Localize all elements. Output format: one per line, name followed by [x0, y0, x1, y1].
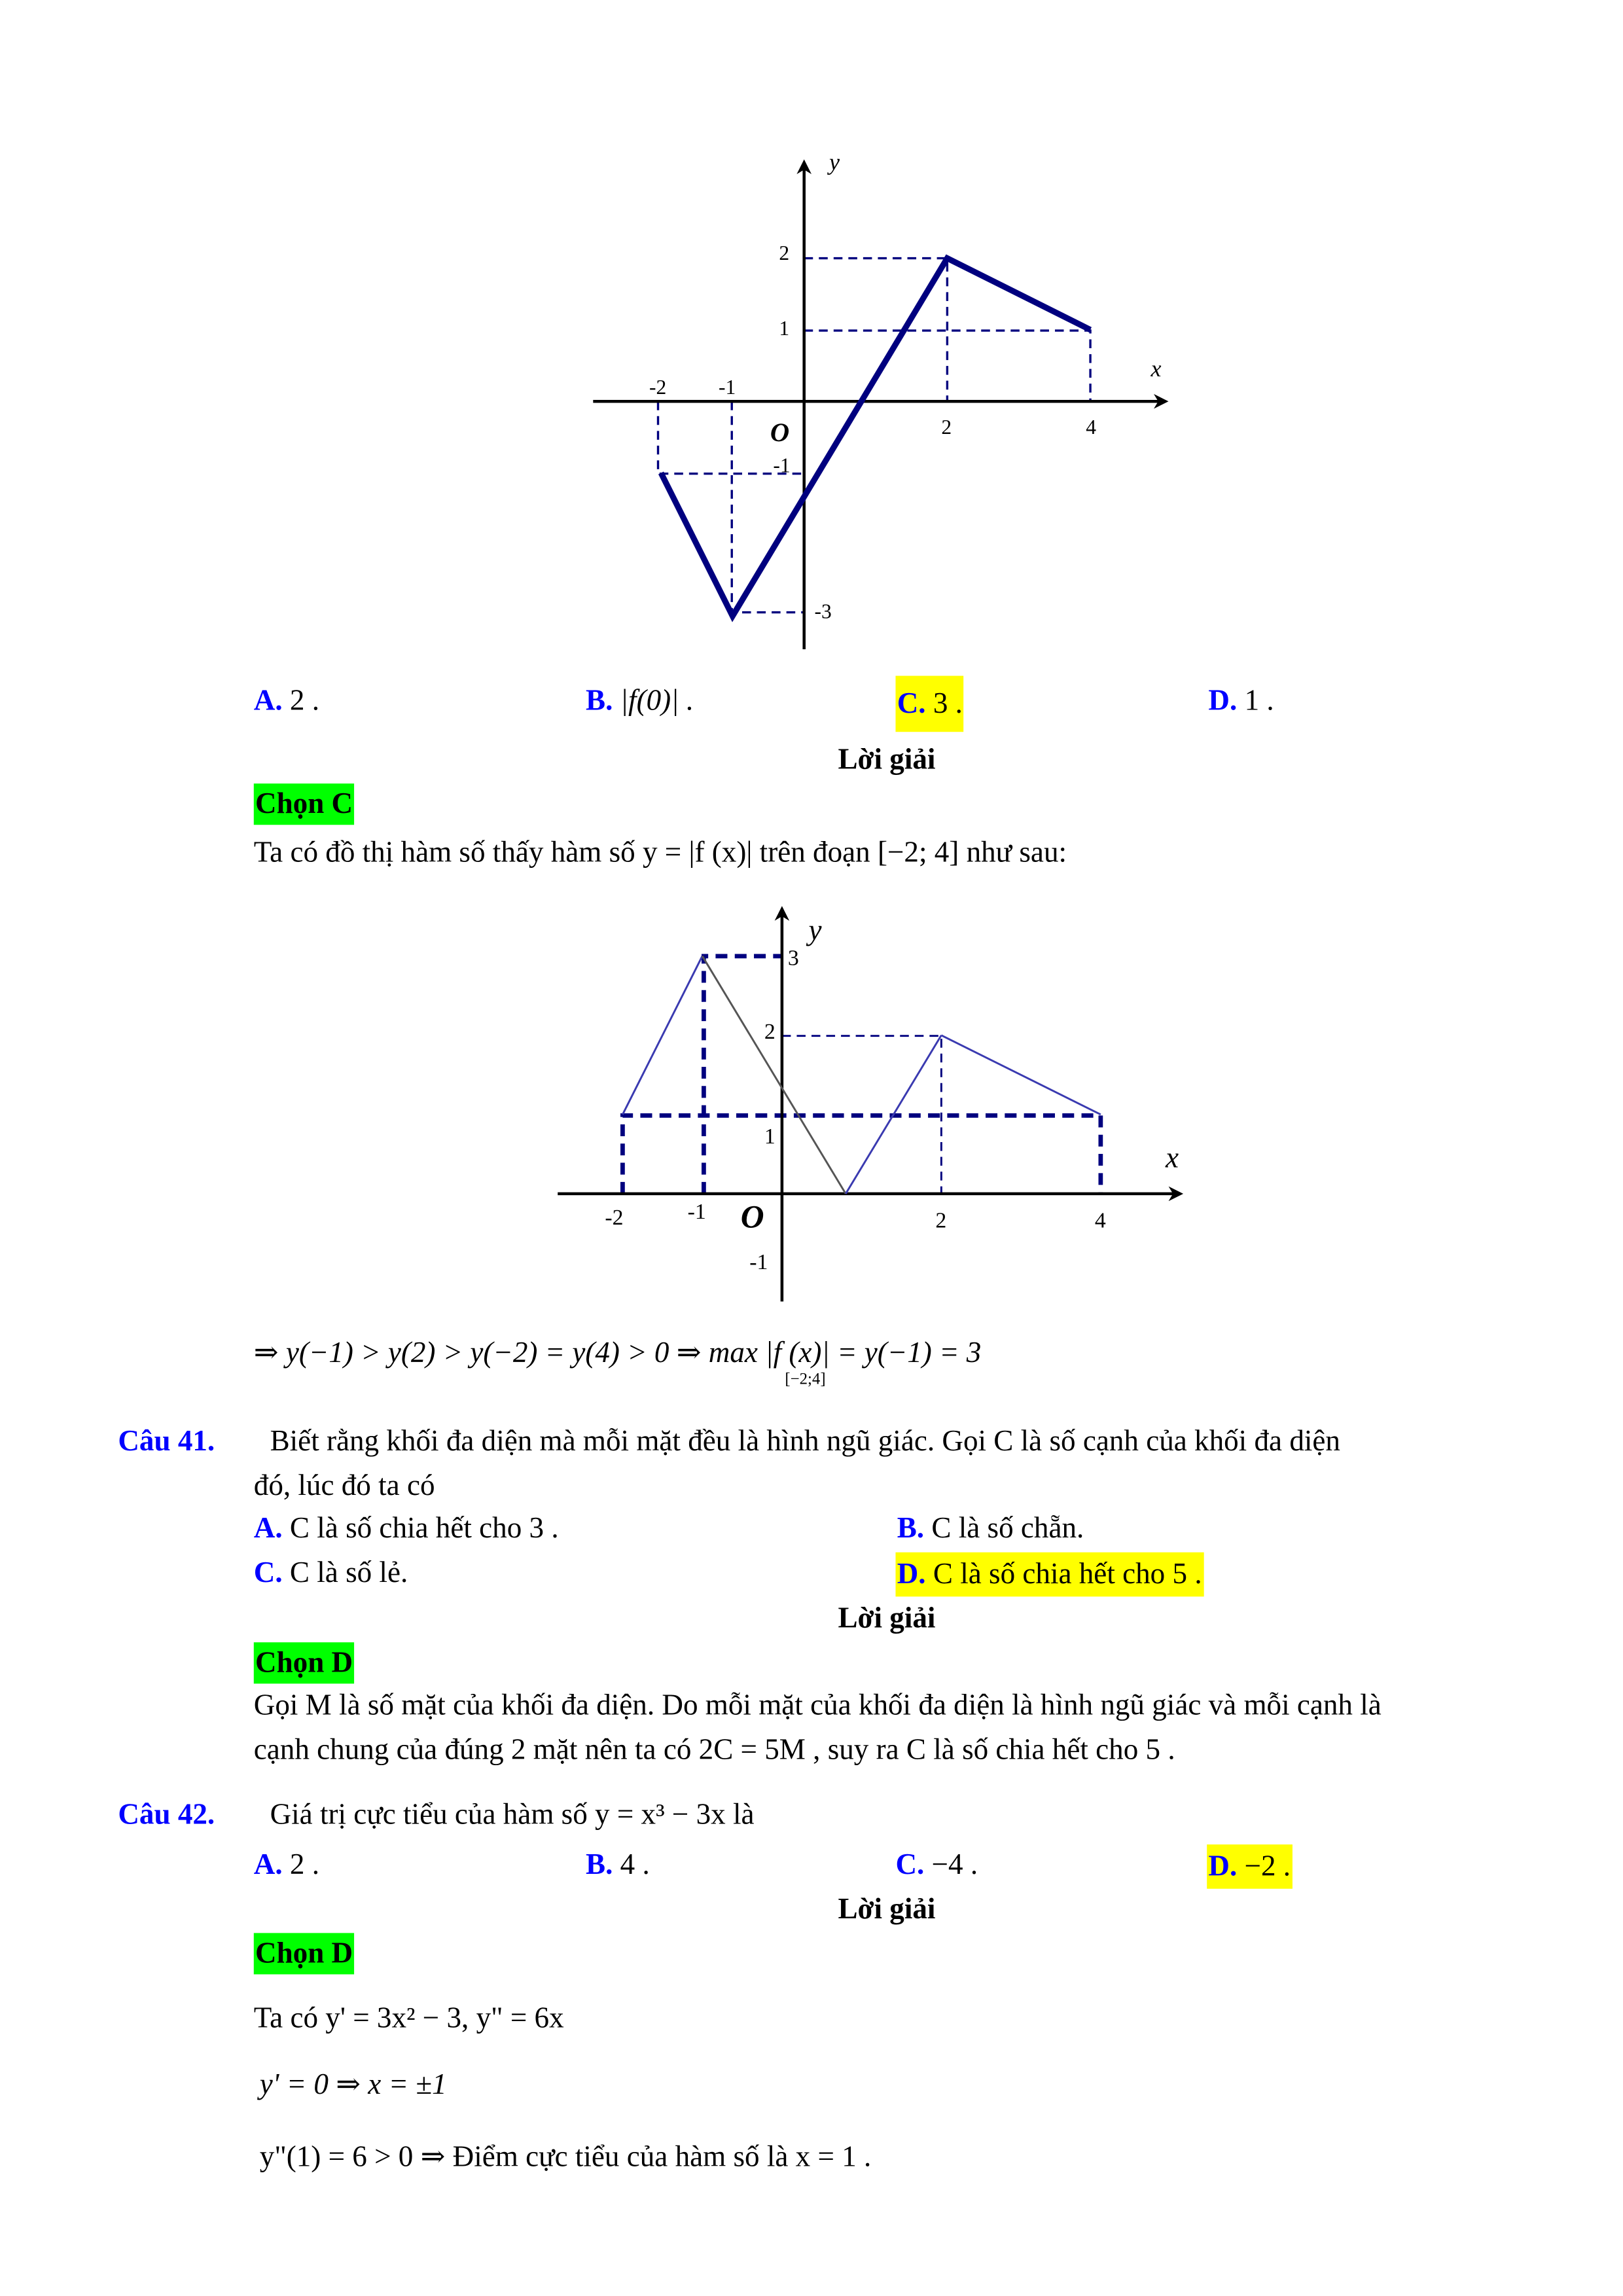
solution-heading: Lời giải: [838, 1893, 936, 1926]
answer-badge: Chọn D: [254, 1933, 355, 1974]
option-c-correct[interactable]: C. 3 .: [895, 676, 964, 732]
origin-label: O: [770, 418, 790, 448]
option-d-correct[interactable]: D. C là số chia hết cho 5 .: [895, 1552, 1203, 1597]
option-c[interactable]: C. C là số lẻ.: [253, 1556, 408, 1590]
option-c[interactable]: C. −4 .: [895, 1848, 978, 1882]
x-tick: 2: [935, 1208, 947, 1233]
question-text: đó, lúc đó ta có: [253, 1469, 435, 1503]
answer-badge: Chọn C: [254, 783, 355, 825]
solution-heading: Lời giải: [838, 1602, 936, 1635]
graph-segment: [702, 956, 846, 1194]
question-text: Giá trị cực tiểu của hàm số y = x³ − 3x là: [270, 1799, 755, 1831]
question-text: Biết rằng khối đa diện mà mỗi mặt đều là hình ngũ giác. Gọi C là số cạnh của khối đa diện: [270, 1425, 1340, 1458]
x-tick: -1: [718, 375, 736, 399]
option-b[interactable]: B. 4 .: [586, 1848, 650, 1882]
y-tick: 1: [779, 316, 790, 340]
y-tick: 3: [787, 946, 799, 971]
conclusion-formula: ⇒ y(−1) > y(2) > y(−2) = y(4) > 0 ⇒ max |f (x)| = y(−1) = 3: [253, 1336, 982, 1370]
graph-segment: [941, 1035, 1100, 1115]
x-tick: -2: [649, 375, 667, 399]
solution-text: Ta có y' = 3x² − 3, y" = 6x: [253, 2002, 564, 2035]
solution-text: Gọi M là số mặt của khối đa diện. Do mỗi mặt của khối đa diện là hình ngũ giác và mỗi cạnh là: [253, 1689, 1382, 1723]
x-axis-label: x: [1150, 355, 1162, 382]
option-a[interactable]: A. 2 .: [253, 685, 319, 717]
option-a[interactable]: A. C là số chia hết cho 3 .: [253, 1512, 559, 1545]
graph-segment: [622, 956, 702, 1115]
x-axis-label: x: [1166, 1141, 1179, 1174]
question-number: Câu 42.: [118, 1799, 215, 1831]
y-tick: -3: [814, 600, 832, 623]
question-number: Câu 41.: [118, 1425, 215, 1458]
y-axis-label: y: [829, 149, 840, 175]
max-subscript: [−2;4]: [785, 1371, 826, 1389]
x-tick: 2: [941, 415, 952, 439]
solution-text: y"(1) = 6 > 0 ⇒ Điểm cực tiểu của hàm số là x = 1 .: [259, 2141, 872, 2174]
option-d[interactable]: D. 1 .: [1208, 685, 1274, 717]
y-tick: 2: [779, 241, 790, 264]
x-tick: -1: [687, 1200, 706, 1225]
solution-text: y' = 0 ⇒ x = ±1: [259, 2068, 447, 2102]
solution-heading: Lời giải: [838, 744, 936, 776]
y-tick: 1: [764, 1124, 776, 1149]
option-a[interactable]: A. 2 .: [253, 1848, 319, 1882]
option-b[interactable]: B. C là số chẵn.: [897, 1512, 1084, 1545]
y-tick: 2: [764, 1020, 776, 1045]
option-b[interactable]: B. |f(0)| .: [586, 685, 694, 717]
y-tick: -1: [749, 1249, 768, 1274]
y-tick: -1: [773, 454, 791, 477]
y-axis-label: y: [808, 914, 822, 947]
solution-text: cạnh chung của đúng 2 mặt nên ta có 2C = 5M , suy ra C là số chia hết cho 5 .: [253, 1734, 1175, 1767]
solution-text: Ta có đồ thị hàm số thấy hàm số y = |f (x)| trên đoạn [−2; 4] như sau:: [253, 836, 1067, 869]
guide-lines-thick: [622, 956, 1100, 1194]
option-d-correct[interactable]: D. −2 .: [1207, 1844, 1292, 1889]
x-tick: 4: [1086, 415, 1097, 439]
answer-badge: Chọn D: [254, 1642, 355, 1683]
origin-label: O: [740, 1198, 764, 1235]
x-tick: 4: [1094, 1208, 1106, 1233]
x-tick: -2: [605, 1206, 624, 1230]
